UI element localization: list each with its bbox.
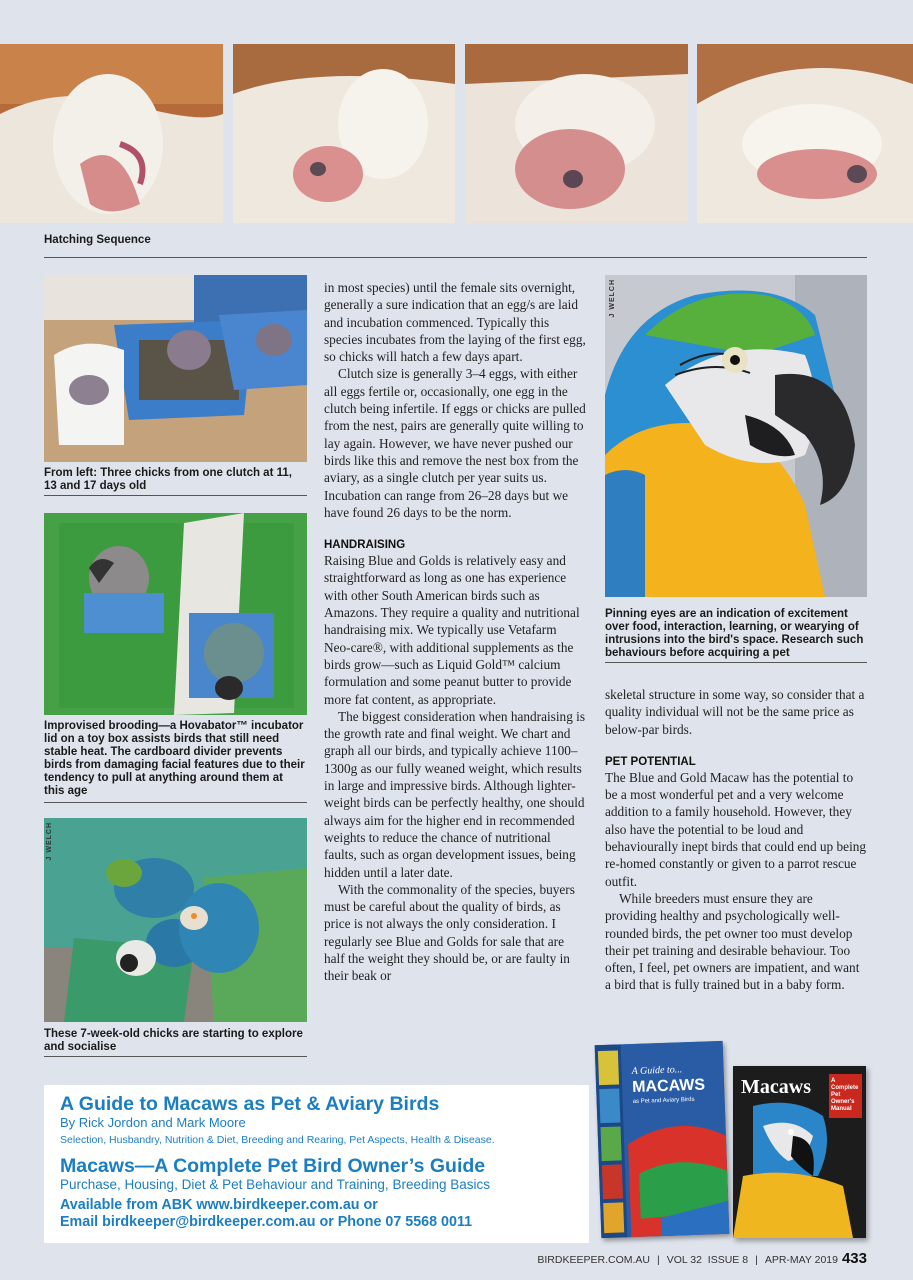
pinning-eyes-caption: Pinning eyes are an indication of excitement over food, interaction, learning, or wearying of intrusions into the bird's space. Research such behaviours before acquiring a pet <box>605 608 864 659</box>
book2-badge: A Complete Pet Owner's Manual <box>831 1078 859 1112</box>
footer-date: APR-MAY 2019 <box>764 1254 838 1266</box>
body-paragraph: Clutch size is generally 3–4 eggs, with either all eggs fertile or, occasionally, one egg in the clutch being infertile. If eggs or chicks are pulled from the nest, pairs are generally quite willing to lay again. However, we have never pushed our birds like this and remove the nest box from the aviary, as a single clutch per year suits us. Incubation can range from 26–28 days but we have found 26 days to be the norm. <box>324 366 586 520</box>
article-column-right <box>605 686 867 994</box>
book1-title: MACAWS <box>631 1076 706 1097</box>
footer-issue: ISSUE 8 <box>707 1254 749 1266</box>
photo-credit: J WELCH <box>609 279 616 318</box>
ad-title-1: A Guide to Macaws as Pet & Aviary Birds <box>60 1093 440 1115</box>
hatching-caption: Hatching Sequence <box>44 234 151 246</box>
book-advertisement <box>44 1085 589 1243</box>
hatching-photo-2 <box>233 44 455 223</box>
page-number: 433 <box>841 1250 867 1267</box>
footer-volume: VOL 32 <box>666 1254 702 1266</box>
seven-week-chicks-photo <box>44 818 307 1022</box>
divider <box>44 1056 307 1057</box>
body-paragraph: Raising Blue and Golds is relatively easy and straightforward as long as one has experience with other South American birds such as Amazons. They require a quality and nutritional handraising mix. We typically use Vetafarm Neo-care®, with additional supplements as the birds grow—such as Liquid Gold™ calcium formulation and some peanut butter to provide more fat content, as appropriate. <box>324 553 580 707</box>
section-heading: PET POTENTIAL <box>605 755 696 768</box>
article-column-middle <box>324 279 586 985</box>
body-paragraph: While breeders must ensure they are providing healthy and psychologically well-rounded birds, the pet owner too must develop their pet training and desirable behaviour. Too often, I feel, pet owners are impatient, and want a bird that is fully trained but in a baby form. <box>605 890 860 993</box>
ad-subtitle-2: Purchase, Housing, Diet & Pet Behaviour and Training, Breeding Basics <box>60 1177 490 1192</box>
body-paragraph: The biggest consideration when handraising is the growth rate and final weight. We chart and graph all our birds, and typically achieve 1100–1300g as our fully weaned weight, which results in large and impressive birds. Although lighter-weight birds can be perfectly healthy, one should always aim for the higher end in recommended weights to reduce the chance of nutritional faults, such as organ development issues, being hidden until a later date. <box>324 708 586 880</box>
footer-separator: | <box>657 1254 660 1266</box>
section-heading: HANDRAISING <box>324 539 406 552</box>
book-cover-macaws-complete-guide <box>733 1066 866 1238</box>
hatching-photo-4 <box>697 44 913 223</box>
footer-separator: | <box>755 1254 758 1266</box>
footer-site[interactable]: BIRDKEEPER.COM.AU <box>537 1254 650 1266</box>
book-cover-guide-to-macaws <box>595 1041 730 1238</box>
divider <box>44 495 307 496</box>
ad-authors: By Rick Jordon and Mark Moore <box>60 1115 246 1130</box>
book2-title: Macaws <box>741 1076 811 1098</box>
chicks-clutch-caption: From left: Three chicks from one clutch at 11, 13 and 17 days old <box>44 467 292 492</box>
ad-title-2: Macaws—A Complete Pet Bird Owner’s Guide <box>60 1155 486 1177</box>
body-paragraph: With the commonality of the species, buyers must be careful about the quality of birds, as price is not always the only consideration. I regularly see Blue and Golds for sale that are half the weight they should be, or are faulty in their beak or <box>324 881 575 984</box>
brooding-photo <box>44 513 307 715</box>
ad-topics: Selection, Husbandry, Nutrition & Diet, Breeding and Rearing, Pet Aspects, Health & Disease. <box>60 1134 495 1146</box>
book1-kicker: A Guide to... <box>631 1064 683 1078</box>
divider <box>44 257 867 258</box>
chicks-clutch-photo <box>44 275 307 462</box>
body-paragraph: in most species) until the female sits overnight, generally a sure indication that an egg/s are laid and incubation commenced. Typically this species incubates from the laying of the first egg, so chicks will hatch a few days apart. <box>324 280 586 365</box>
page-footer <box>537 1250 867 1267</box>
ad-contact[interactable]: Email birdkeeper@birdkeeper.com.au or Phone 07 5568 0011 <box>60 1214 473 1230</box>
ad-availability[interactable]: Available from ABK www.birdkeeper.com.au or <box>60 1197 378 1213</box>
brooding-caption: Improvised brooding—a Hovabator™ incubator lid on a toy box assists birds that still need stable heat. The cardboard divider prevents birds from damaging facial features due to their tendency to pull at anything around them at this age <box>44 720 305 797</box>
body-paragraph: The Blue and Gold Macaw has the potential to be a most wonderful pet and a very welcome addition to a family household. However, they also have the potential to be loud and behaviourally inept birds that could end up being re-homed constantly or given to a parrot rescue outfit. <box>605 769 867 889</box>
hatching-photo-3 <box>465 44 688 223</box>
photo-credit: J WELCH <box>46 822 53 861</box>
body-paragraph: skeletal structure in some way, so consider that a quality individual will not be the same price as below-par birds. <box>605 687 865 737</box>
hatching-photo-1 <box>0 44 223 223</box>
seven-week-caption: These 7-week-old chicks are starting to explore and socialise <box>44 1028 303 1053</box>
book1-subtitle: as Pet and Aviary Birds <box>632 1096 695 1105</box>
macaw-portrait-photo <box>605 275 867 597</box>
divider <box>605 662 867 663</box>
divider <box>44 802 307 803</box>
